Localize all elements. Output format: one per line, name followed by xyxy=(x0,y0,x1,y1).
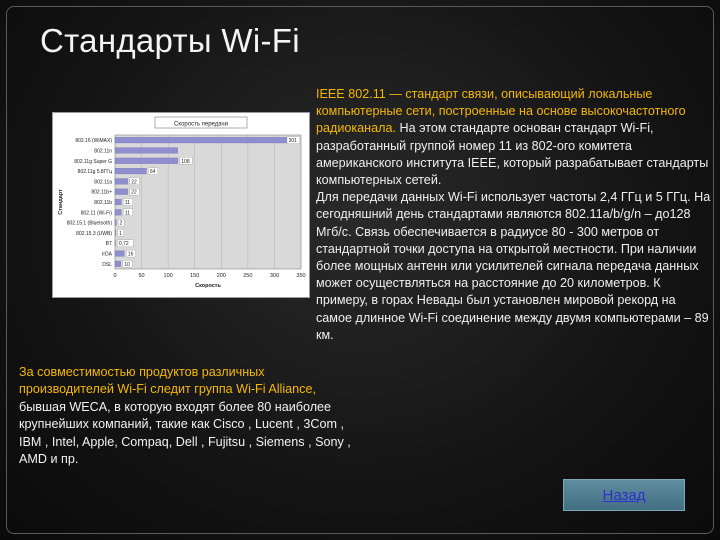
category-label: 802.15.3 (UWB) xyxy=(76,230,112,237)
data-label: 22 xyxy=(131,189,137,196)
frequency-paragraph: Для передачи данных Wi-Fi использует частоты 2,4 ГГц и 5 ГГц. На сегодняшний день стандартами являются 802.11a/b/g/n – до128 Мгб/с. Связь обеспечивается в радиусе 80 - 300 метров от стандартной точки доступа на открытой местности. При наличии более мощных антенн или усилителей сигнала передача данных может осуществляться на расстояние до 20 километров. К примеру, в горах Невады был установлен мировой рекорд на самое длинное Wi-Fi соединение между двумя компьютерами – 89 км. xyxy=(316,190,711,342)
wifi-alliance-text xyxy=(19,364,359,468)
category-label: 802.11b xyxy=(94,200,112,206)
bar xyxy=(115,199,121,205)
category-label: 802.15.1 (Bluetooth) xyxy=(66,220,112,227)
bar xyxy=(115,158,178,164)
wifi-description xyxy=(316,86,712,344)
category-label: DSL xyxy=(102,261,112,268)
category-label: 802.11n xyxy=(94,148,112,155)
x-tick-label: 350 xyxy=(296,273,306,279)
data-label: 1 xyxy=(119,230,122,237)
category-label: 802.11g 5.8ГГц xyxy=(77,169,112,176)
intro-rest: На этом стандарте основан стандарт Wi-Fi, разработанный группой номер 11 из 802-ого комитета американского института IEEE, который разрабатывает стандарты компьютерных сетей. xyxy=(316,121,709,188)
data-label: 0,72 xyxy=(118,241,129,248)
bar xyxy=(115,230,116,236)
back-button[interactable]: Назад xyxy=(563,479,685,511)
data-label: 11 xyxy=(124,210,131,217)
x-tick-label: 250 xyxy=(243,273,253,279)
x-tick-label: 150 xyxy=(190,273,200,279)
x-tick-label: 100 xyxy=(163,273,173,279)
bar xyxy=(115,137,289,143)
intro-highlight: IEEE 802.11 — стандарт связи, описывающий локальные компьютерные сети, построенные на основе высокочастотного радиоканала. xyxy=(316,87,686,136)
y-axis-label: Стандарт xyxy=(58,189,64,215)
bar xyxy=(115,220,116,226)
x-tick-label: 50 xyxy=(138,273,145,279)
intro-paragraph xyxy=(316,86,712,189)
alliance-rest: бывшая WECA, в которую входят более 80 наиболее крупнейших компаний, такие как Cisco , Lucent , 3Com , IBM , Intel, Apple, Compaq, Dell , Fujitsu , Siemens , Sony , AMD и пр. xyxy=(19,399,351,467)
bar xyxy=(115,209,121,215)
data-label: 11 xyxy=(124,200,131,206)
alliance-highlight: За совместимостью продуктов различных производителей Wi-Fi следит группа Wi-Fi Alliance, xyxy=(19,365,316,397)
bar xyxy=(115,148,178,154)
bar xyxy=(115,251,124,257)
data-label: 301 xyxy=(288,138,297,145)
category-label: 802.11 (Wi-Fi) xyxy=(80,210,112,217)
bar xyxy=(115,240,116,246)
data-label: 2 xyxy=(119,220,123,227)
x-tick-label: 300 xyxy=(269,273,280,279)
chart-title: Скорость передачи xyxy=(174,121,228,128)
bar xyxy=(115,189,128,195)
bar xyxy=(115,261,121,267)
x-axis-label: Скорость xyxy=(195,283,221,289)
bar xyxy=(115,168,146,174)
speed-chart xyxy=(52,112,310,298)
x-tick-label: 200 xyxy=(216,273,226,279)
category-label: 802.16 (WiMAX) xyxy=(75,138,112,145)
data-label: 22 xyxy=(131,179,137,186)
category-label: BT xyxy=(105,241,112,248)
x-tick-label: 0 xyxy=(113,273,117,279)
category-label: 802.11a xyxy=(94,179,112,186)
speed-chart-svg xyxy=(53,113,309,297)
bar xyxy=(115,179,128,185)
slide-title: Стандарты Wi-Fi xyxy=(40,22,300,59)
data-label: 10 xyxy=(124,261,130,268)
category-label: 802.11g Super G xyxy=(74,158,112,165)
data-label: 64 xyxy=(149,169,156,176)
category-label: 802.11b+ xyxy=(91,189,112,196)
data-label: 108 xyxy=(181,158,190,165)
category-label: IrDA xyxy=(102,251,112,258)
plot-area xyxy=(115,135,301,269)
data-label: 16 xyxy=(127,251,134,258)
